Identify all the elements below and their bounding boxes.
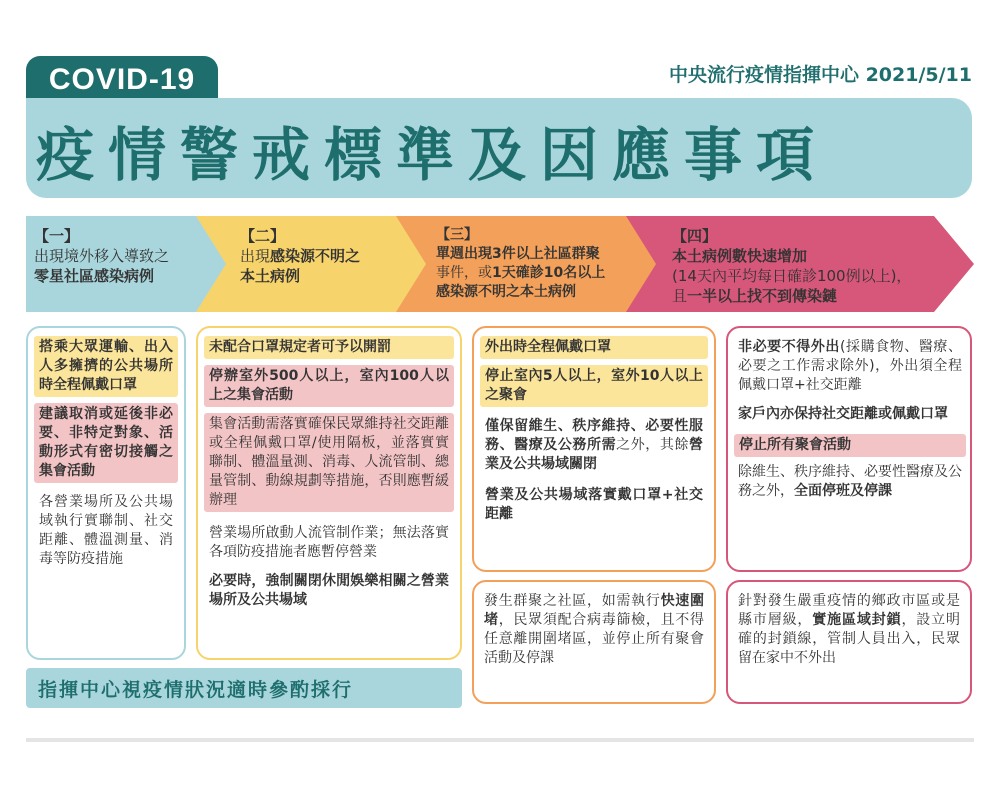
col1-highlight-gathering: 建議取消或延後非必要、非特定對象、活動形式有密切接觸之集會活動 — [34, 403, 178, 483]
col4-text-household: 家戶內亦保持社交距離或佩戴口罩 — [738, 406, 948, 422]
col4-text-lockdown: 針對發生嚴重疫情的鄉政市區或是縣市層級，實施區域封鎖，設立明確的封鎖線，管制人員出入，民眾留在家中不外出 — [738, 593, 961, 666]
level-3-cluster-card — [472, 580, 716, 704]
level-3-number: 【三】 — [436, 227, 478, 243]
level-3-line2: 事件，或1天確診10名以上 — [436, 265, 606, 281]
col1-highlight-mask: 搭乘大眾運輸、出入人多擁擠的公共場所時全程佩戴口罩 — [34, 336, 178, 397]
col4-text-work-school: 除維生、秩序維持、必要性醫療及公務之外，全面停班及停課 — [738, 464, 962, 499]
col2-text-crowd-control: 營業場所啟動人流管制作業；無法落實各項防疫措施者應暫停營業 — [209, 525, 449, 560]
level-4-measures-card — [726, 326, 972, 572]
level-4-lockdown-card — [726, 580, 972, 704]
level-4-chevron — [626, 216, 974, 312]
col4-highlight-gathering: 停止所有聚會活動 — [734, 434, 966, 457]
level-4-line2: (14天內平均每日確診100例以上)， — [672, 267, 912, 285]
col3-text-cluster: 發生群聚之社區，如需執行快速圍堵，民眾須配合病毒篩檢，且不得任意離開圍堵區，並停止所有聚會活動及停課 — [484, 593, 705, 666]
level-1-measures-card — [26, 326, 186, 660]
level-2-line2: 本土病例 — [240, 267, 301, 285]
divider — [26, 738, 974, 742]
col2-highlight-fine: 未配合口罩規定者可予以開罰 — [204, 336, 454, 359]
level-2-line1-prefix: 出現感染源不明之 — [240, 247, 361, 265]
level-4-line3: 且一半以上找不到傳染鏈 — [672, 287, 838, 305]
col3-highlight-gathering: 停止室內5人以上，室外10人以上之聚會 — [480, 365, 708, 407]
col3-highlight-mask: 外出時全程佩戴口罩 — [480, 336, 708, 359]
level-4-line1: 本土病例數快速增加 — [672, 247, 808, 265]
col1-text-venues: 各營業場所及公共場域執行實聯制、社交距離、體溫測量、消毒等防疫措施 — [39, 494, 173, 567]
level-3-line1: 單週出現3件以上社區群聚 — [436, 246, 600, 262]
col3-text-mask-distance: 營業及公共場域落實戴口罩+社交距離 — [485, 487, 703, 522]
level-3-line3: 感染源不明之本土病例 — [436, 284, 576, 300]
covid-tag: COVID-19 — [26, 56, 218, 104]
col2-highlight-gathering-rules: 集會活動需落實確保民眾維持社交距離或全程佩戴口罩/使用隔板，並落實實聯制、體溫量測、消毒、人流管制、總量管制、動線規劃等措施，否則應暫緩辦理 — [204, 413, 454, 512]
page-title: 疫情警戒標準及因應事項 — [36, 121, 829, 189]
col4-text-stay-home: 非必要不得外出(採購食物、醫療、必要之工作需求除外)，外出須全程佩戴口罩+社交距離 — [738, 339, 962, 393]
level-3-measures-card — [472, 326, 716, 572]
level-1-line2: 零星社區感染病例 — [34, 267, 155, 285]
level-2-measures-card — [196, 326, 462, 660]
level-2-number: 【二】 — [240, 227, 286, 245]
col3-text-services: 僅保留維生、秩序維持、必要性服務、醫療及公務所需之外，其餘營業及公共場域關閉 — [485, 418, 704, 472]
level-1-line1: 出現境外移入導致之 — [34, 247, 170, 265]
level-4-number: 【四】 — [672, 227, 718, 245]
agency-date: 中央流行疫情指揮中心 2021/5/11 — [668, 64, 972, 86]
level-1-number: 【一】 — [34, 227, 80, 245]
col2-highlight-gathering-limit: 停辦室外500人以上，室內100人以上之集會活動 — [204, 365, 454, 407]
col2-text-closure: 必要時，強制關閉休閒娛樂相關之營業場所及公共場域 — [209, 573, 449, 608]
footer-note: 指揮中心視疫情狀況適時參酌採行 — [38, 678, 354, 701]
